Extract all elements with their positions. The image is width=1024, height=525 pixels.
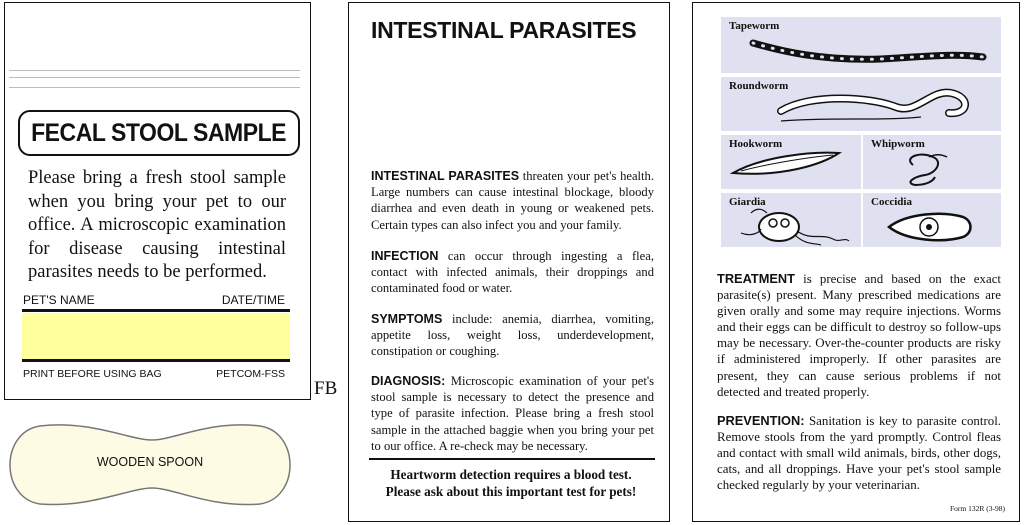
product-code-label: PETCOM-FSS — [216, 368, 285, 380]
bag-instructions-line: for disease causing intestinal — [28, 238, 286, 259]
giardia-cell — [721, 193, 861, 247]
tapeworm-icon — [721, 17, 1001, 73]
section-text: include: anemia, diarrhea, vomiting, appetite loss, weight loss, underdevelopment, constipation or coughing. — [371, 312, 654, 359]
roundworm-icon — [721, 77, 1001, 131]
section-heading: INFECTION — [371, 249, 439, 263]
parasite-name: Whipworm — [871, 138, 925, 150]
wooden-spoon-label: WOODEN SPOON — [96, 455, 204, 469]
parasite-name: Hookworm — [729, 138, 783, 150]
roundworm-cell — [721, 77, 1001, 131]
bag-instructions — [28, 167, 286, 285]
parasite-name: Coccidia — [871, 196, 912, 208]
section-infection — [371, 248, 654, 297]
parasite-name: Roundworm — [729, 80, 789, 92]
bag-instructions-line: office. A microscopic examination — [28, 215, 286, 235]
info-panel-right — [692, 2, 1020, 522]
print-before-label: PRINT BEFORE USING BAG — [23, 368, 162, 380]
footer-rule — [369, 458, 655, 460]
bag-title-box — [18, 110, 300, 156]
heartworm-notice-line: Please ask about this important test for pets! — [385, 484, 637, 499]
parasite-name: Giardia — [729, 196, 766, 208]
section-text: is precise and based on the exact parasite(s) present. Many prescribed medications are given orally and some may require injections. Worms and their eggs can be difficult to destroy so follow-ups may be necessary. Over-the-counter products are risky if administered improperly. If other parasites are present, they can cause serious problems if not detected and treated properly. — [717, 272, 1001, 399]
coccidia-icon — [863, 193, 1001, 247]
section-text: Microscopic examination of your pet's stool sample is necessary to detect the presence and type of parasite infection. Please bring a fresh stool sample in the attached baggie when you bring your pet to our office. A re-check may be necessary. — [371, 374, 654, 453]
section-heading: PREVENTION: — [717, 413, 805, 428]
bag-instructions-line: Please bring a fresh stool sample — [28, 168, 286, 188]
bag-instructions-line: when you bring your pet to our — [28, 191, 286, 212]
stool-sample-bag — [4, 2, 311, 400]
bag-seal-line — [9, 77, 300, 78]
hookworm-icon — [721, 135, 861, 189]
tapeworm-cell — [721, 17, 1001, 73]
whipworm-cell — [863, 135, 1001, 189]
heartworm-notice — [365, 466, 657, 500]
form-number: Form 132R (3-98) — [950, 504, 1005, 513]
section-prevention — [717, 413, 1001, 493]
section-heading: INTESTINAL PARASITES — [371, 169, 520, 183]
bag-instructions-line: parasites needs to be performed. — [28, 262, 267, 282]
info-panel-middle — [348, 2, 670, 522]
giardia-icon — [721, 193, 861, 247]
date-time-label: DATE/TIME — [221, 293, 285, 307]
section-heading: DIAGNOSIS: — [371, 374, 446, 388]
bag-seal-line — [9, 87, 300, 88]
bag-title: FECAL STOOL SAMPLE — [31, 118, 287, 147]
middle-title: INTESTINAL PARASITES — [371, 17, 637, 43]
section-diagnosis — [371, 373, 654, 454]
section-heading: SYMPTOMS — [371, 312, 443, 326]
coccidia-cell — [863, 193, 1001, 247]
section-intestinal-parasites — [371, 168, 654, 233]
bag-seal-line — [9, 70, 300, 71]
whipworm-icon — [863, 135, 1001, 189]
hookworm-cell — [721, 135, 861, 189]
fb-mark: FB — [314, 378, 338, 399]
parasite-name: Tapeworm — [729, 20, 780, 32]
field-rule-bottom — [22, 359, 290, 362]
section-text: threaten your pet's health. Large numbers can cause intestinal blockage, bloody diarrhea and even death in young or weakened pets. Certain types can also infect you and your family. — [371, 169, 654, 232]
section-symptoms — [371, 311, 654, 360]
pet-name-write-field[interactable] — [22, 313, 290, 359]
heartworm-notice-line: Heartworm detection requires a blood test. — [390, 467, 632, 482]
section-text: can occur through ingesting a flea, contact with infected animals, their droppings and contaminated food or water. — [371, 249, 654, 296]
field-rule-top — [22, 309, 290, 312]
section-heading: TREATMENT — [717, 271, 795, 286]
section-text: Sanitation is key to parasite control. Remove stools from the yard promptly. Control fleas and contact with small wild animals, birds, other dogs, cats, and all droppings. Have your pet's stool sample checked regularly by your veterinarian. — [717, 414, 1001, 493]
pet-name-label: PET'S NAME — [23, 293, 95, 307]
section-treatment — [717, 271, 1001, 400]
